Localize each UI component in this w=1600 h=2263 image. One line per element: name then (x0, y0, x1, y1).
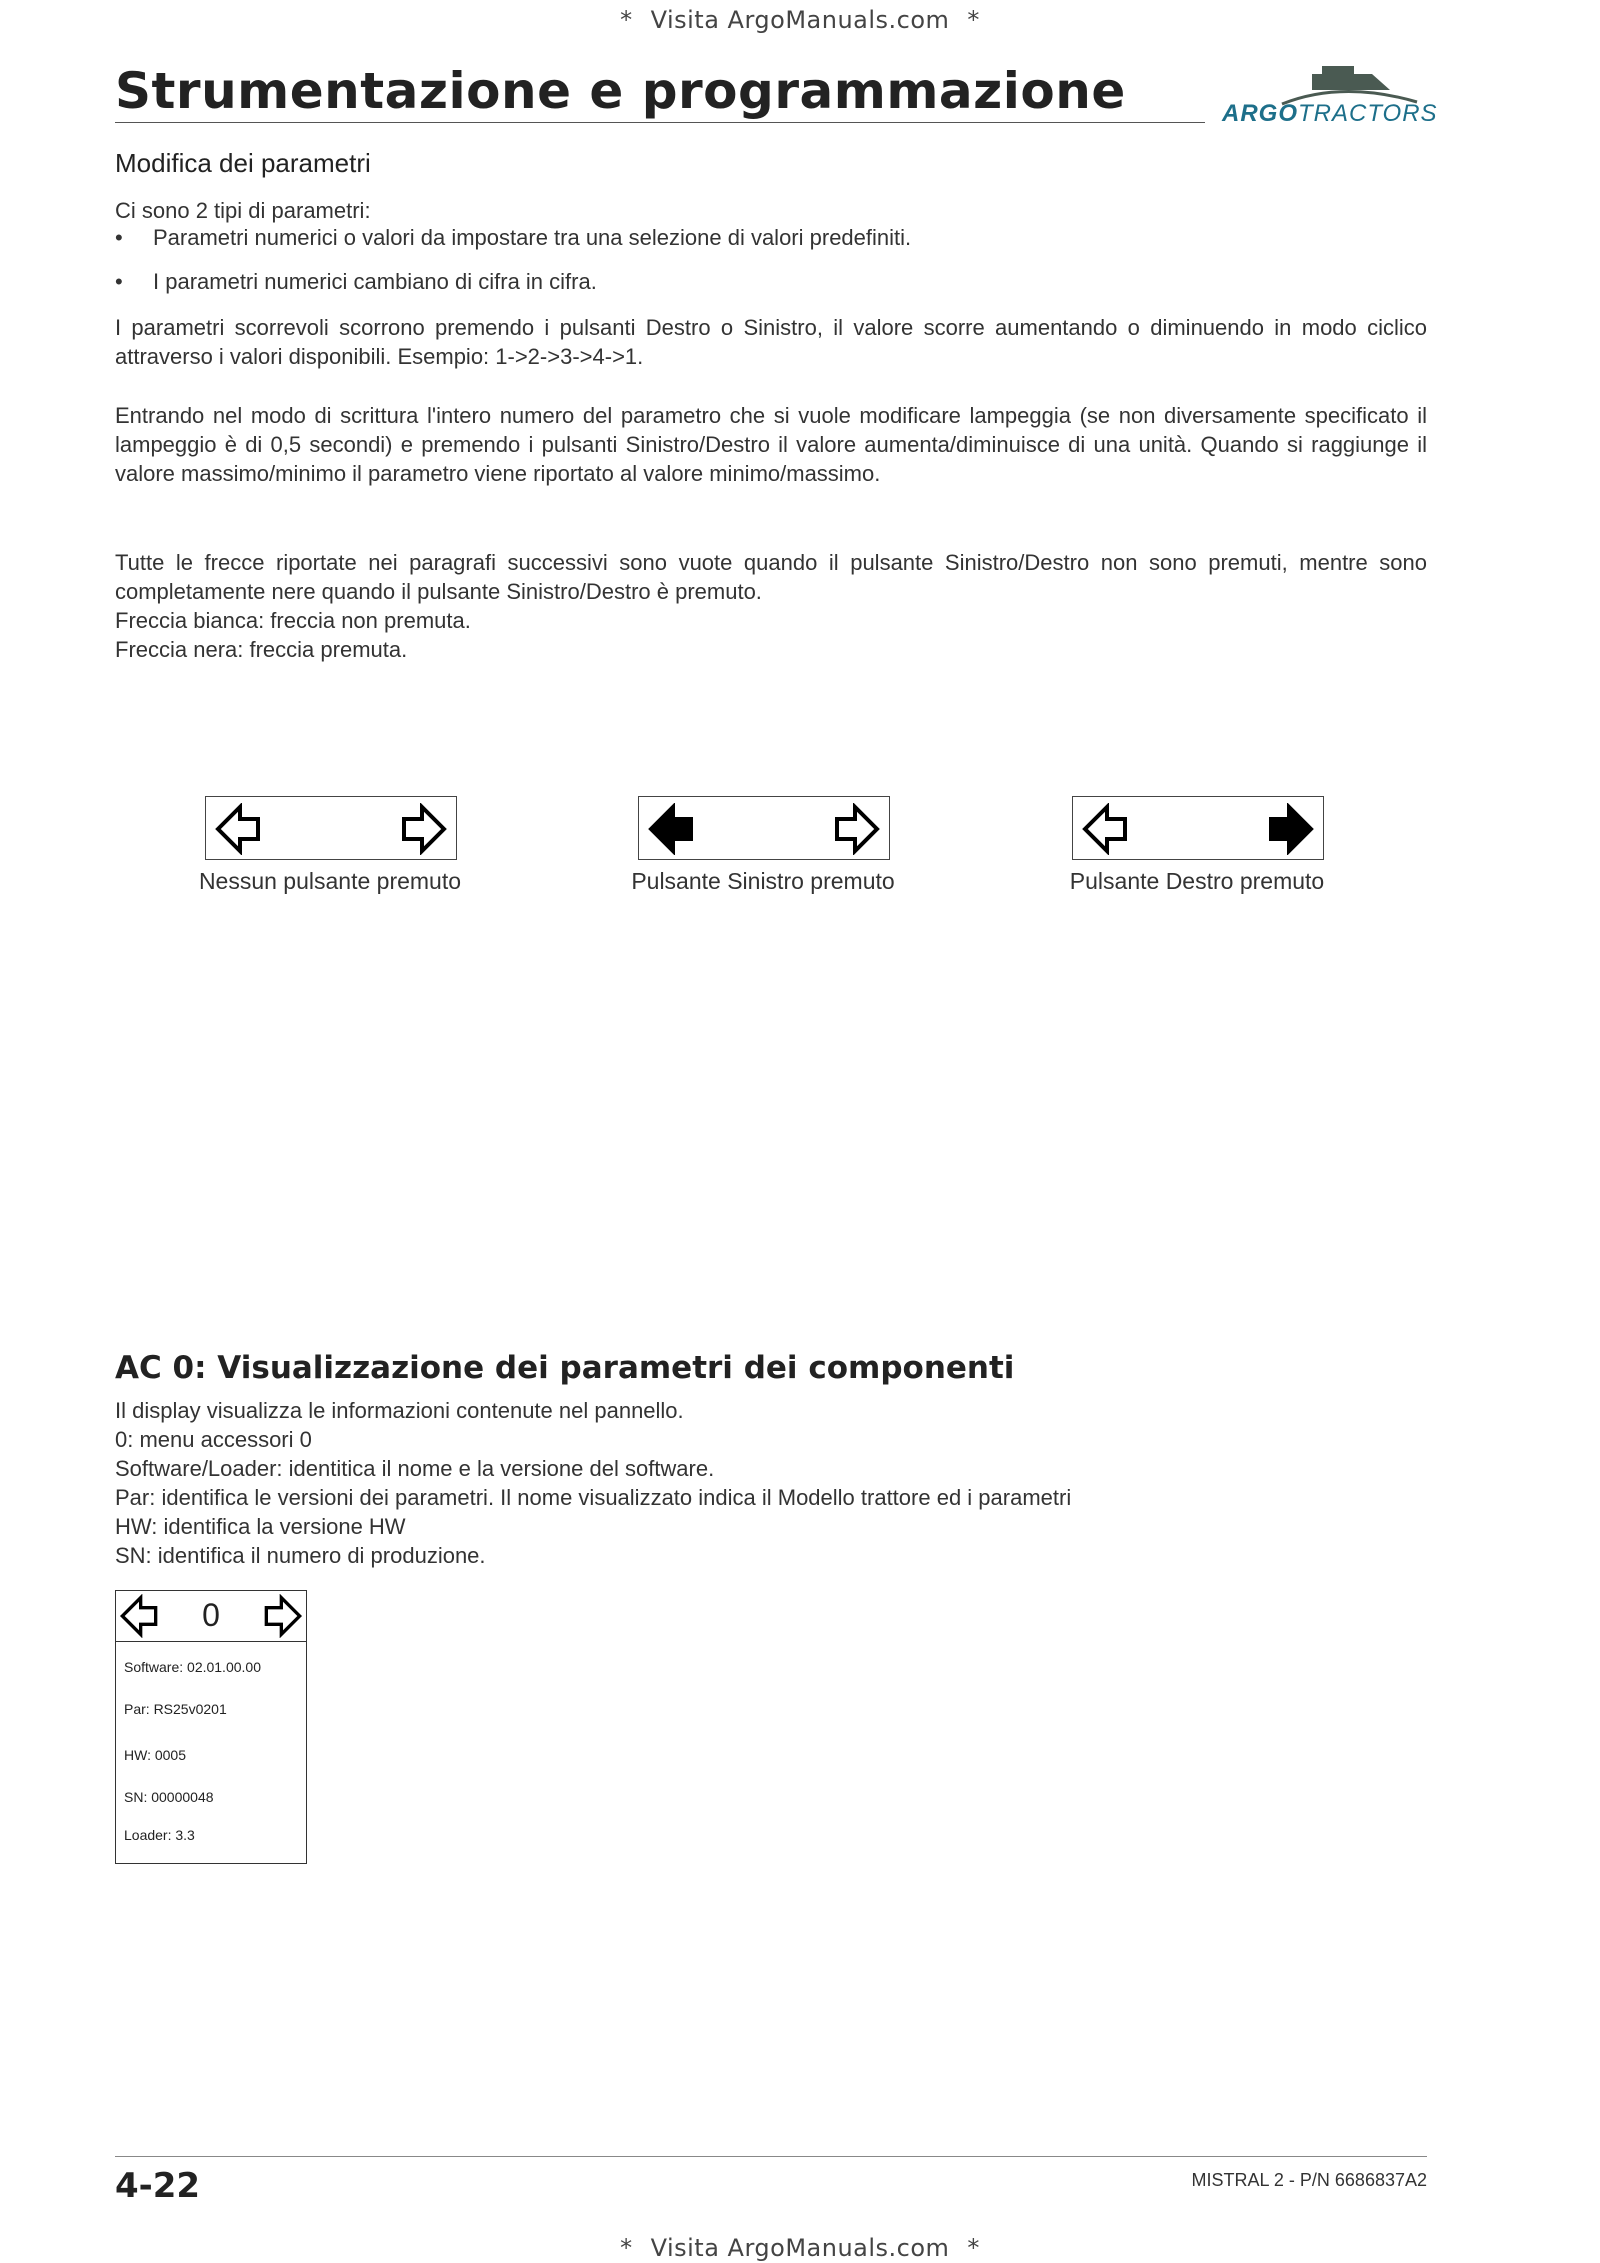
footer-divider (115, 2156, 1427, 2157)
section-heading: Modifica dei parametri (115, 148, 371, 178)
panel-row-hw: HW: 0005 (124, 1747, 186, 1763)
watermark-text: Visita ArgoManuals.com (650, 6, 950, 34)
bullet-item (115, 269, 597, 295)
bullet-text: I parametri numerici cambiano di cifra in cifra. (153, 269, 597, 294)
arrow-example-left-pressed (638, 796, 890, 860)
left-arrow-icon (214, 803, 262, 855)
watermark-text: Visita ArgoManuals.com (650, 2234, 950, 2262)
right-arrow-icon (400, 803, 448, 855)
watermark-star: * (620, 2234, 633, 2262)
display-panel (115, 1590, 307, 1864)
paragraph: I parametri scorrevoli scorrono premendo i pulsanti Destro o Sinistro, il valore scorre aumentando o diminuendo in modo ciclico attraverso i valori disponibili. Esempio: 1->2->3->4->1. (115, 315, 1427, 369)
section-heading-ac0: AC 0: Visualizzazione dei parametri dei componenti (115, 1350, 1015, 1386)
arrow-example-none (205, 796, 457, 860)
panel-row-sn: SN: 00000048 (124, 1789, 214, 1805)
left-arrow-filled-icon (647, 803, 695, 855)
argo-tractors-logo (1222, 60, 1438, 130)
logo-text-bold: ARGO (1222, 100, 1298, 127)
right-arrow-filled-icon (1267, 803, 1315, 855)
panel-row-loader: Loader: 3.3 (124, 1827, 195, 1843)
paragraph: Entrando nel modo di scrittura l'intero numero del parametro che si vuole modificare lampeggia (se non diversamente specificato il lampeggio è di 0,5 secondi) e premendo i pulsanti Sinistro/Destro il valore aumenta/diminuisce di una unità. Quando si raggiunge il valore massimo/minimo il parametro viene riportato al valore minimo/massimo. (115, 403, 1427, 486)
page-title: Strumentazione e programmazione (115, 62, 1126, 120)
info-line: Software/Loader: identitica il nome e la versione del software. (115, 1456, 715, 1481)
info-line: Il display visualizza le informazioni contenute nel pannello. (115, 1398, 684, 1423)
arrow-caption: Pulsante Sinistro premuto (631, 868, 895, 894)
right-arrow-icon (833, 803, 881, 855)
arrow-caption: Nessun pulsante premuto (198, 868, 462, 894)
info-line: HW: identifica la versione HW (115, 1514, 406, 1539)
bullet-glyph: • (115, 269, 123, 294)
right-arrow-icon (263, 1594, 303, 1638)
page-number: 4-22 (115, 2166, 201, 2206)
watermark-bottom (0, 2234, 1600, 2262)
arrow-example-right-pressed (1072, 796, 1324, 860)
panel-menu-number: 0 (202, 1597, 220, 1633)
bullet-item (115, 225, 911, 251)
paragraph: Tutte le frecce riportate nei paragrafi successivi sono vuote quando il pulsante Sinistro/Destro non sono premuti, mentre sono completamente nere quando il pulsante Sinistro/Destro è premuto. (115, 550, 1427, 604)
watermark-top (0, 6, 1600, 34)
arrow-caption: Pulsante Destro premuto (1069, 868, 1325, 894)
logo-text (1222, 100, 1438, 128)
bullet-text: Parametri numerici o valori da impostare tra una selezione di valori predefiniti. (153, 225, 912, 250)
paragraph: Freccia bianca: freccia non premuta. (115, 608, 471, 633)
panel-row-par: Par: RS25v0201 (124, 1701, 227, 1717)
watermark-star: * (967, 6, 980, 34)
panel-header (116, 1591, 306, 1642)
info-line: 0: menu accessori 0 (115, 1427, 312, 1452)
intro-text: Ci sono 2 tipi di parametri: (115, 198, 371, 223)
title-divider (115, 122, 1205, 123)
paragraph: Freccia nera: freccia premuta. (115, 637, 408, 662)
left-arrow-icon (1081, 803, 1129, 855)
info-line: SN: identifica il numero di produzione. (115, 1543, 486, 1568)
watermark-star: * (620, 6, 633, 34)
document-reference: MISTRAL 2 - P/N 6686837A2 (1191, 2170, 1427, 2190)
panel-row-software: Software: 02.01.00.00 (124, 1659, 261, 1675)
watermark-star: * (967, 2234, 980, 2262)
bullet-glyph: • (115, 225, 123, 250)
info-line: Par: identifica le versioni dei parametri. Il nome visualizzato indica il Modello trattore ed i parametri (115, 1485, 1072, 1510)
logo-text-regular: TRACTORS (1298, 100, 1438, 127)
